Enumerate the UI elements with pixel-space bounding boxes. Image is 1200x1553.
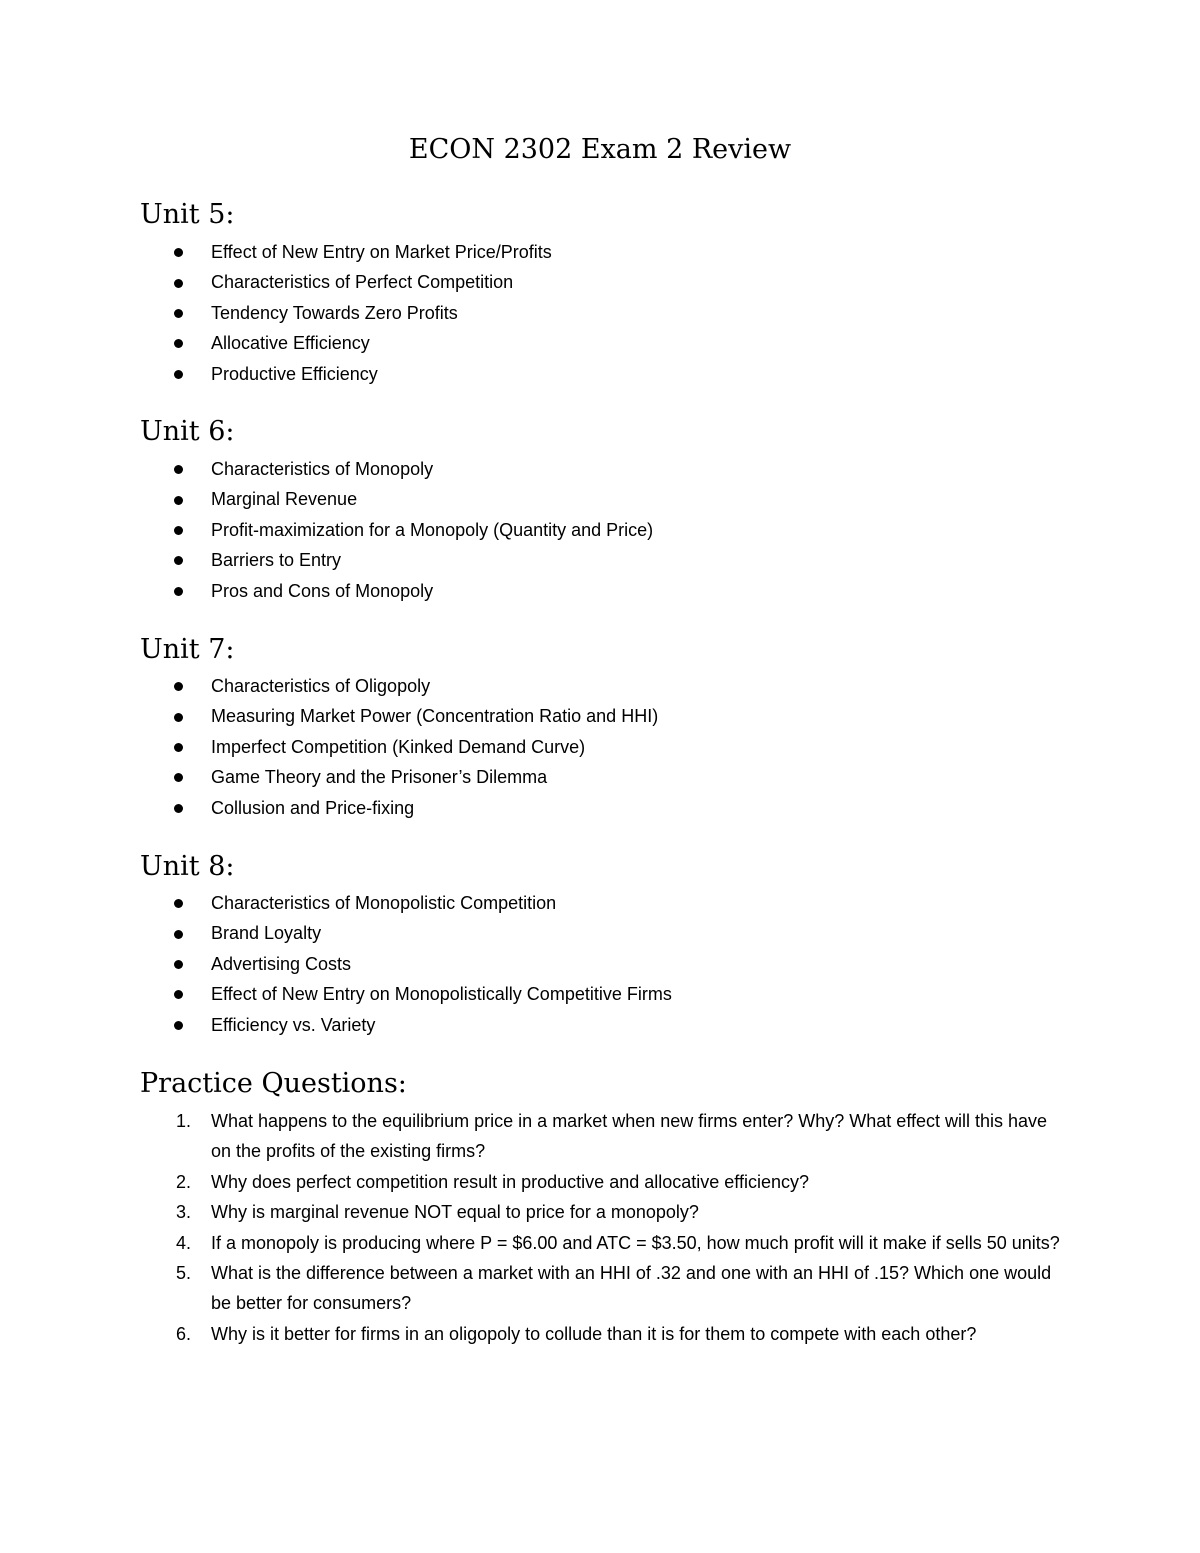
bullet-icon: [174, 556, 183, 565]
bullet-icon: [174, 248, 183, 257]
list-item-text: Advertising Costs: [211, 953, 352, 974]
question-text: Why is marginal revenue NOT equal to price for a monopoly?: [211, 1202, 699, 1223]
bullet-icon: [174, 496, 183, 505]
bullet-icon: [174, 773, 183, 782]
bullet-icon: [174, 279, 183, 288]
list-item-text: Brand Loyalty: [211, 923, 322, 944]
bullet-icon: [174, 743, 183, 752]
question-text: What is the difference between a market with an HHI of .32 and one with an HHI of .15? Which one would be better for consumers?: [211, 1263, 1052, 1314]
list-item-text: Allocative Efficiency: [211, 333, 370, 354]
question-item: [0, 1258, 1071, 1319]
bullet-icon: [174, 587, 183, 596]
question-number: 1.: [176, 1111, 192, 1131]
list-item-text: Measuring Market Power (Concentration Ratio and HHI): [211, 706, 659, 727]
question-text: If a monopoly is producing where P = $6.00 and ATC = $3.50, how much profit will it make if sells 50 units?: [211, 1232, 1060, 1253]
practice-questions-list: [0, 1106, 1071, 1349]
question-item: [0, 1106, 1071, 1167]
list-item-text: Efficiency vs. Variety: [211, 1014, 376, 1035]
question-number: 6.: [176, 1323, 192, 1344]
bullet-icon: [174, 309, 183, 318]
list-item-text: Effect of New Entry on Monopolistically Competitive Firms: [211, 984, 672, 1005]
list-item-text: Imperfect Competition (Kinked Demand Curve): [211, 736, 586, 757]
question-item: [0, 1197, 1071, 1227]
unit-7-heading: Unit 7:: [140, 634, 235, 665]
list-item-text: Effect of New Entry on Market Price/Profits: [211, 242, 552, 262]
bullet-icon: [174, 930, 183, 939]
list-item-text: Profit-maximization for a Monopoly (Quantity and Price): [211, 519, 654, 540]
unit-6-heading: Unit 6:: [140, 416, 235, 447]
list-item-text: Tendency Towards Zero Profits: [211, 302, 458, 323]
bullet-icon: [174, 526, 183, 535]
question-text: Why is it better for firms in an oligopoly to collude than it is for them to compete with each other?: [211, 1323, 977, 1344]
list-item-text: Game Theory and the Prisoner’s Dilemma: [211, 767, 548, 788]
question-item: [0, 1167, 1071, 1197]
list-item-text: Pros and Cons of Monopoly: [211, 580, 434, 601]
list-item-text: Collusion and Price-fixing: [211, 797, 415, 818]
question-text: What happens to the equilibrium price in a market when new firms enter? Why? What effect will this have on the profits of the existing firms?: [211, 1111, 1048, 1162]
bullet-icon: [174, 682, 183, 691]
document-title: ECON 2302 Exam 2 Review: [408, 134, 792, 165]
question-number: 4.: [176, 1232, 192, 1253]
bullet-icon: [174, 465, 183, 474]
list-item-text: Barriers to Entry: [211, 550, 342, 571]
question-number: 2.: [176, 1171, 192, 1192]
unit-8-heading: Unit 8:: [140, 851, 235, 882]
list-item-text: Productive Efficiency: [211, 363, 378, 384]
unit-5-heading: Unit 5:: [140, 199, 235, 230]
list-item-text: Characteristics of Monopolistic Competition: [211, 893, 557, 913]
question-number: 3.: [176, 1202, 192, 1223]
question-number: 5.: [176, 1263, 192, 1284]
question-item: [0, 1228, 1071, 1258]
bullet-icon: [174, 339, 183, 348]
question-text: Why does perfect competition result in productive and allocative efficiency?: [211, 1171, 809, 1192]
bullet-icon: [174, 960, 183, 969]
practice-questions-heading: Practice Questions:: [140, 1068, 407, 1099]
bullet-icon: [174, 990, 183, 999]
list-item-text: Characteristics of Perfect Competition: [211, 272, 514, 293]
bullet-icon: [174, 1021, 183, 1030]
list-item-text: Marginal Revenue: [211, 489, 358, 510]
list-item-text: Characteristics of Monopoly: [211, 459, 434, 479]
bullet-icon: [174, 370, 183, 379]
list-item-text: Characteristics of Oligopoly: [211, 676, 431, 696]
bullet-icon: [174, 899, 183, 908]
bullet-icon: [174, 804, 183, 813]
question-item: [0, 1319, 1071, 1349]
bullet-icon: [174, 713, 183, 722]
